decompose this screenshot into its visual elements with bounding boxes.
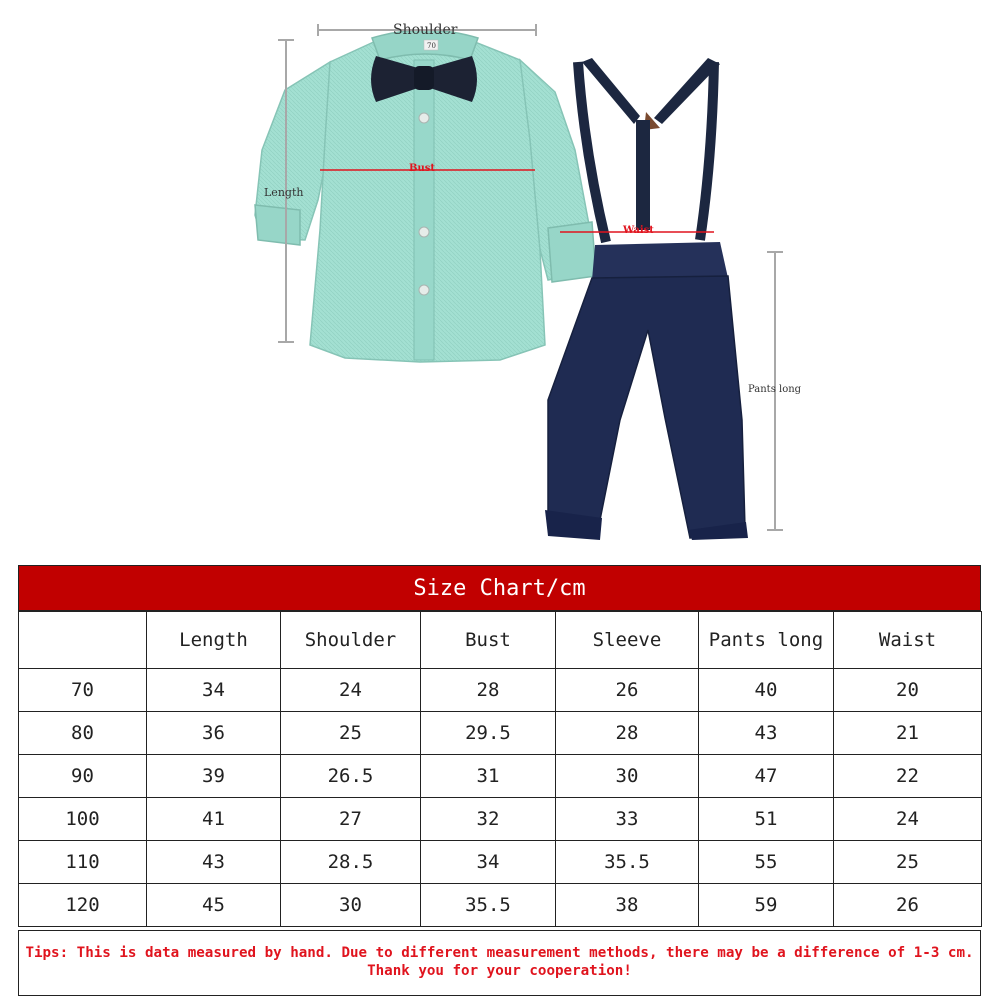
table-cell: 24: [281, 669, 421, 712]
table-cell: 45: [147, 884, 281, 927]
table-cell: 29.5: [421, 712, 556, 755]
table-cell: 22: [834, 755, 982, 798]
table-cell: 21: [834, 712, 982, 755]
size-tag-label: 70: [427, 42, 436, 50]
table-cell: 110: [19, 841, 147, 884]
bust-label: Bust: [409, 163, 435, 174]
table-cell: 43: [147, 841, 281, 884]
table-cell: 26: [556, 669, 699, 712]
shoulder-label: Shoulder: [393, 22, 458, 38]
pants-graphic: [545, 58, 748, 540]
table-row: [19, 712, 982, 755]
table-header-row: [19, 612, 982, 669]
table-cell: 24: [834, 798, 982, 841]
table-row: [19, 884, 982, 927]
column-header-size: [19, 612, 147, 669]
size-chart-title: Size Chart/cm: [18, 565, 981, 611]
table-cell: 30: [556, 755, 699, 798]
table-cell: 47: [699, 755, 834, 798]
column-header-bust: Bust: [421, 612, 556, 669]
table-cell: 33: [556, 798, 699, 841]
column-header-waist: Waist: [834, 612, 982, 669]
table-cell: 34: [147, 669, 281, 712]
size-chart-table: [18, 611, 982, 927]
table-cell: 59: [699, 884, 834, 927]
table-cell: 80: [19, 712, 147, 755]
table-cell: 70: [19, 669, 147, 712]
measurement-tips: Tips: This is data measured by hand. Due to different measurement methods, there may be a difference of 1-3 cm. Thank you for your cooperation!: [18, 930, 981, 996]
table-cell: 35.5: [421, 884, 556, 927]
table-cell: 26: [834, 884, 982, 927]
table-cell: 40: [699, 669, 834, 712]
table-cell: 120: [19, 884, 147, 927]
table-cell: 51: [699, 798, 834, 841]
column-header-pants-long: Pants long: [699, 612, 834, 669]
waist-label: Waist: [623, 225, 654, 236]
table-cell: 36: [147, 712, 281, 755]
table-cell: 28: [556, 712, 699, 755]
table-cell: 26.5: [281, 755, 421, 798]
column-header-shoulder: Shoulder: [281, 612, 421, 669]
table-cell: 39: [147, 755, 281, 798]
table-cell: 25: [834, 841, 982, 884]
table-cell: 25: [281, 712, 421, 755]
table-cell: 28.5: [281, 841, 421, 884]
table-cell: 30: [281, 884, 421, 927]
table-cell: 55: [699, 841, 834, 884]
table-row: [19, 755, 982, 798]
size-chart: [18, 565, 981, 995]
column-header-sleeve: Sleeve: [556, 612, 699, 669]
table-cell: 41: [147, 798, 281, 841]
table-cell: 100: [19, 798, 147, 841]
table-cell: 90: [19, 755, 147, 798]
table-row: [19, 798, 982, 841]
table-cell: 27: [281, 798, 421, 841]
table-cell: 43: [699, 712, 834, 755]
table-cell: 35.5: [556, 841, 699, 884]
column-header-length: Length: [147, 612, 281, 669]
table-cell: 28: [421, 669, 556, 712]
table-cell: 34: [421, 841, 556, 884]
table-cell: 32: [421, 798, 556, 841]
table-row: [19, 669, 982, 712]
table-row: [19, 841, 982, 884]
pants-long-label: Pants long: [748, 384, 802, 395]
table-cell: 38: [556, 884, 699, 927]
table-cell: 20: [834, 669, 982, 712]
shirt-graphic: [255, 30, 596, 362]
length-label: Length: [264, 186, 304, 199]
table-cell: 31: [421, 755, 556, 798]
